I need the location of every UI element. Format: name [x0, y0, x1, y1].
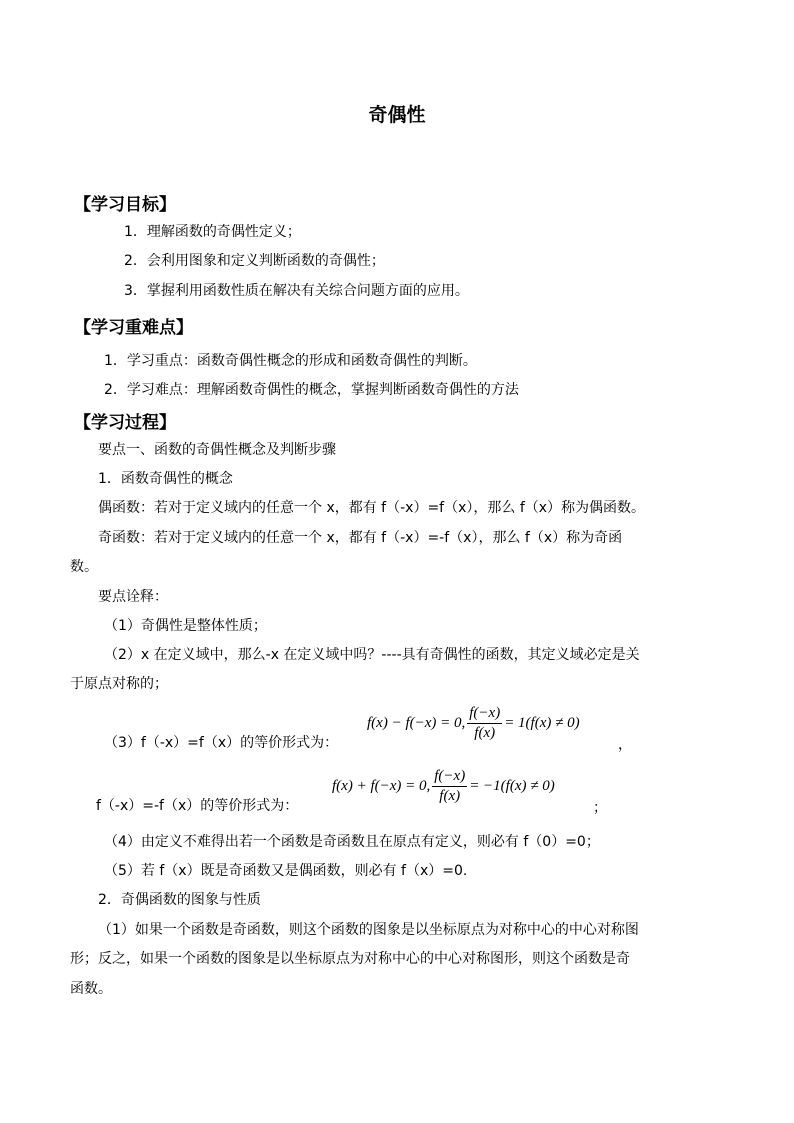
note-4: （4）由定义不难得出若一个函数是奇函数且在原点有定义，则必有 f（0）=0；: [104, 834, 600, 850]
graph-property-line1: （1）如果一个函数是奇函数，则这个函数的图象是以坐标原点为对称中心的中心对称图: [98, 922, 639, 938]
note-3b-formula: [332, 768, 555, 805]
page-title: 奇偶性: [368, 104, 426, 126]
point1-heading: 要点一、函数的奇偶性概念及判断步骤: [98, 442, 336, 458]
graph-property-line3: 函数。: [70, 981, 112, 997]
sub1-heading: 1．函数奇偶性的概念: [98, 471, 233, 487]
formula-numerator: f(−x): [432, 768, 467, 787]
formula-fraction: [467, 705, 502, 742]
sub2-heading: 2．奇偶函数的图象与性质: [98, 892, 261, 908]
goal-item-1: 1．理解函数的奇偶性定义；: [124, 224, 301, 240]
key-points-heading: 【学习重难点】: [74, 318, 193, 338]
formula-numerator: f(−x): [467, 705, 502, 724]
note-3b-text: f（-x）=-f（x）的等价形式为：: [96, 798, 299, 814]
formula-rhs: = −1(f(x) ≠ 0): [469, 777, 555, 794]
goals-heading: 【学习目标】: [74, 195, 176, 215]
note-3-trailing-comma: ，: [618, 737, 632, 753]
formula-lhs: f(x) + f(−x) = 0,: [332, 777, 431, 794]
goal-item-3: 3．掌握利用函数性质在解决有关综合问题方面的应用。: [124, 283, 469, 299]
formula-fraction: [432, 768, 467, 805]
even-function-definition: 偶函数：若对于定义域内的任意一个 x，都有 f（-x）=f（x），那么 f（x）称为偶函数。: [98, 500, 646, 516]
formula-lhs: f(x) − f(−x) = 0,: [367, 714, 466, 731]
note-3-formula: [367, 705, 580, 742]
formula-denominator: f(x): [439, 788, 461, 804]
formula-rhs: = 1(f(x) ≠ 0): [504, 714, 580, 731]
note-2-line1: （2）x 在定义域中，那么-x 在定义域中吗？----具有奇偶性的函数，其定义域必定是关: [104, 647, 640, 663]
process-heading: 【学习过程】: [74, 413, 176, 433]
note-1: （1）奇偶性是整体性质；: [104, 618, 267, 634]
note-5: （5）若 f（x）既是奇函数又是偶函数，则必有 f（x）=0.: [104, 863, 468, 879]
odd-function-definition-line2: 数。: [70, 559, 98, 575]
goal-item-2: 2．会利用图象和定义判断函数的奇偶性；: [124, 253, 385, 269]
note-2-line2: 于原点对称的；: [70, 676, 168, 692]
notes-label: 要点诠释：: [98, 589, 168, 605]
note-3-text: （3）f（-x）=f（x）的等价形式为：: [104, 735, 339, 751]
key-point-1: 1．学习重点：函数奇偶性概念的形成和函数奇偶性的判断。: [104, 353, 477, 369]
graph-property-line2: 形；反之，如果一个函数的图象是以坐标原点为对称中心的中心对称图形，则这个函数是奇: [70, 951, 630, 967]
key-point-2: 2．学习难点：理解函数奇偶性的概念，掌握判断函数奇偶性的方法: [104, 382, 519, 398]
odd-function-definition-line1: 奇函数：若对于定义域内的任意一个 x，都有 f（-x）=-f（x），那么 f（x）称为奇函: [98, 530, 623, 546]
formula-denominator: f(x): [474, 725, 496, 741]
note-3b-trailing-semicolon: ；: [593, 800, 607, 816]
